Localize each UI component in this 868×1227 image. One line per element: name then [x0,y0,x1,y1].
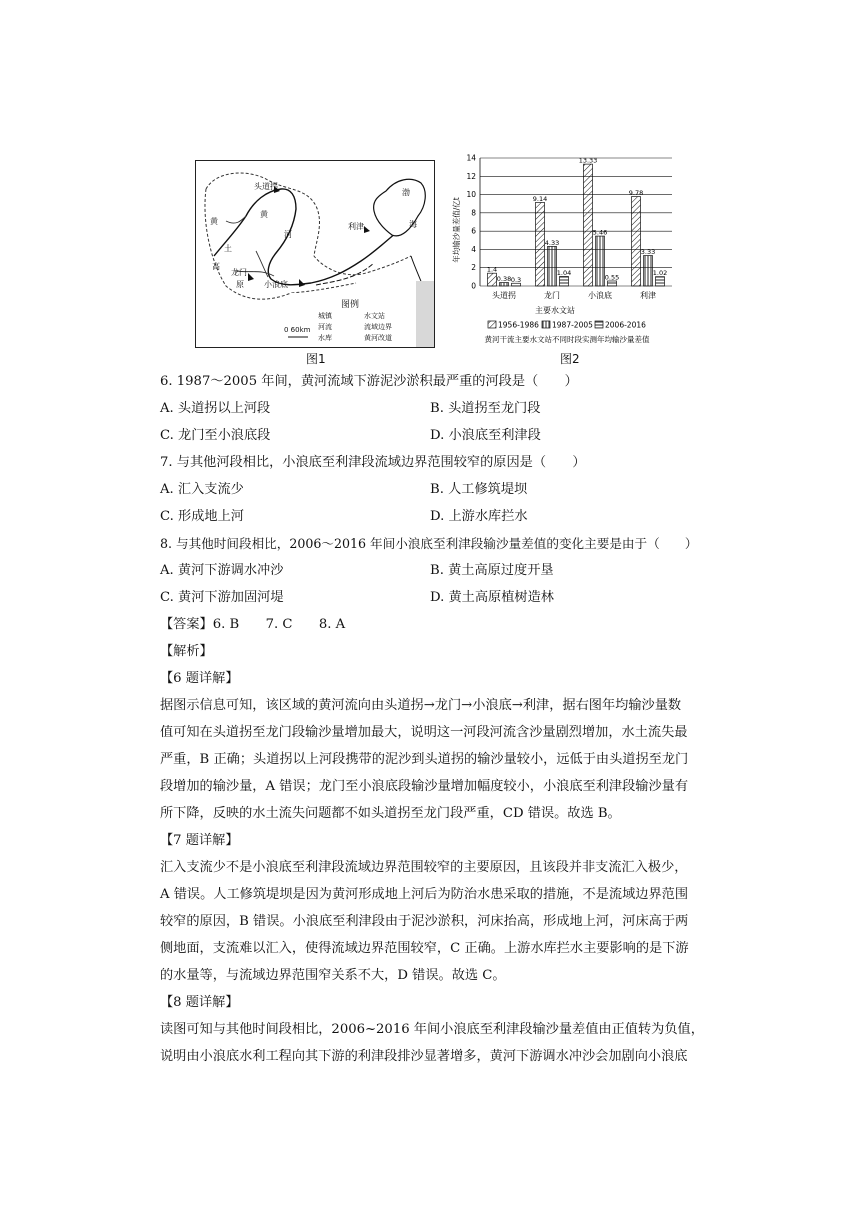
y-tick-label: 14 [466,153,476,163]
y-tick-label: 2 [471,263,476,273]
bar-value-label: 9.14 [532,194,548,203]
detail7-line: 侧地面，支流难以汇入，使得流域边界范围较窄，C 正确。上游水库拦水主要影响的是下游 [160,941,689,956]
q8-options-row-2 [160,584,710,611]
q6-stem: 6. 1987～2005 年间，黄河流域下游泥沙淤积最严重的河段是（ ） [160,374,578,389]
legend-label-2006-2016: 2006-2016 [605,320,646,330]
y-tick-label: 0 [471,281,476,291]
legend-label-1956-1986: 1956-1986 [498,320,539,330]
bar-value-label: 3.33 [640,248,656,257]
map-legend-station: 水文站 [364,312,385,320]
map-scale: 0 60km [284,326,311,334]
detail6-line: 严重，B 正确；头道拐以上河段携带的泥沙到头道拐的输沙量较小，远低于由头道拐至龙门 [160,752,689,767]
detail8-paragraph [160,1016,710,1070]
q8-option-a: A. 黄河下游调水冲沙 [160,563,284,578]
q7-option-d: D. 上游水库拦水 [430,509,528,524]
detail7-line: 较窄的原因，B 错误。小浪底至利津段由于泥沙淤积，河床抬高，形成地上河，河床高于两 [160,914,689,929]
bar-1956-1986 [536,202,545,286]
bar-1956-1986 [632,197,641,286]
y-tick-label: 8 [471,208,476,218]
q6-option-c: C. 龙门至小浪底段 [160,428,271,443]
bar-2006-2016 [608,281,617,286]
map-legend-old-course: 黄河改道 [364,334,392,342]
detail6-line: 值可知在头道拐至龙门段输沙量增加最大，说明这一河段河流含沙量剧烈增加，水土流失最 [160,725,688,740]
detail7-heading: 【7 题详解】 [160,833,239,848]
figure1-map [195,160,435,348]
bar-1987-2005 [596,236,605,286]
map-svg [196,161,434,347]
bar-chart-svg [452,150,677,350]
map-legend-river: 河流 [318,323,332,331]
bar-1956-1986 [488,273,497,286]
y-tick-label: 4 [471,244,476,254]
x-category-label: 龙门 [544,291,560,300]
figure2-chart [452,150,677,350]
legend-swatch-1956-1986 [488,321,496,328]
q7-options-row-2 [160,503,710,530]
bar-value-label: 5.46 [592,228,608,237]
map-legend-boundary: 流域边界 [364,323,392,331]
q8-options-row-1 [160,557,710,584]
bar-2006-2016 [656,277,665,286]
q6-option-d: D. 小浪底至利津段 [430,428,541,443]
legend-label-1987-2005: 1987-2005 [552,320,593,330]
legend-swatch-2006-2016 [595,321,603,328]
bar-1987-2005 [500,283,509,286]
q7-option-b: B. 人工修筑堤坝 [430,482,528,497]
q7-option-c: C. 形成地上河 [160,509,244,524]
detail6-line: 所下降，反映的水土流失问题都不如头道拐至龙门段严重，CD 错误。故选 B。 [160,806,621,821]
map-legend-title: 图例 [341,300,360,310]
bar-value-label: 1.04 [556,268,572,277]
detail6-line: 据图示信息可知，该区域的黄河流向由头道拐→龙门→小浪底→利津，据右图年均输沙量数 [160,698,682,713]
figure1-caption: 图1 [306,352,326,366]
bar-2006-2016 [560,276,569,286]
longmen-station-icon [248,273,254,281]
y-tick-label: 12 [466,171,476,181]
q6-option-b: B. 头道拐至龙门段 [430,401,541,416]
bar-value-label: 1.4 [486,265,498,274]
q6-options-row-1 [160,395,710,422]
detail7-line: A 错误。人工修筑堤坝是因为黄河形成地上河后为防治水患采取的措施，不是流域边界范围 [160,887,689,902]
detail8-line: 读图可知与其他时间段相比，2006~2016 年间小浪底至利津段输沙量差值由正值转为负值， [160,1022,704,1037]
q6-options-row-2 [160,422,710,449]
y-tick-label: 10 [466,190,476,200]
map-label-hai: 海 [409,220,417,229]
x-axis-label: 主要水文站 [535,306,575,315]
bar-value-label: 13.33 [578,156,598,165]
detail6-line: 段增加的输沙量，A 错误；龙门至小浪底段输沙量增加幅度较小，小浪底至利津段输沙量有 [160,779,689,794]
bar-value-label: 0.38 [496,275,512,284]
bar-value-label: 9.78 [628,189,644,198]
legend-swatch-1987-2005 [542,321,550,328]
x-category-label: 利津 [640,291,656,300]
x-category-label: 头道拐 [492,291,516,300]
map-label-river-2: 河 [284,230,292,239]
x-category-label: 小浪底 [588,291,612,300]
detail6-paragraph [160,692,710,827]
bar-1987-2005 [548,246,557,286]
bar-value-label: 4.33 [544,238,560,247]
chart-title: 黄河干流主要水文站不同时段实测年均输沙量差值 [484,335,650,344]
q8-option-d: D. 黄土高原植树造林 [430,590,554,605]
detail7-paragraph [160,854,710,989]
bar-1956-1986 [584,164,593,286]
map-label-yuan: 原 [236,280,244,289]
map-label-bo: 渤 [402,188,410,197]
q8-stem: 8. 与其他时间段相比，2006～2016 年间小浪底至利津段输沙量差值的变化主要是由于（ ） [160,536,698,551]
map-legend-reservoir: 水库 [318,334,332,342]
bar-value-label: 1.02 [652,269,668,278]
detail8-line: 说明由小浪底水利工程向其下游的利津段排沙显著增多，黄河下游调水冲沙会加剧向小浪底 [160,1049,688,1064]
question-block [160,368,710,1070]
map-label-river-1: 黄 [260,210,268,219]
q7-stem: 7. 与其他河段相比，小浪底至利津段流域边界范围较窄的原因是（ ） [160,455,586,470]
q7-option-a: A. 汇入支流少 [160,482,244,497]
bar-1987-2005 [644,256,653,286]
xiaolangdi-station-icon [299,279,305,287]
q8-option-c: C. 黄河下游加固河堤 [160,590,284,605]
y-tick-label: 6 [471,226,476,236]
q7-options-row-1 [160,476,710,503]
q6-option-a: A. 头道拐以上河段 [160,401,271,416]
map-label-gao: 高 [212,262,220,271]
map-label-longmen: 龙门 [231,268,247,277]
map-label-xiaolangdi: 小浪底 [264,280,288,289]
map-label-huang: 黄 [210,217,218,226]
bar-value-label: 0.55 [604,273,620,282]
y-axis-label: 年均输沙量差值/亿t [452,197,461,263]
map-label-toudaoguai: 头道拐 [254,182,278,191]
lijin-station-icon [364,226,370,233]
detail7-line: 汇入支流少不是小浪底至利津段流域边界范围较窄的主要原因，且该段并非支流汇入极少， [160,860,688,875]
figure2-caption: 图2 [560,352,580,366]
bar-value-label: 0.3 [510,275,522,284]
detail6-heading: 【6 题详解】 [160,671,239,686]
map-legend-town: 城镇 [318,312,332,320]
detail7-line: 的水量等，与流域边界范围窄关系不大，D 错误。故选 C。 [160,968,506,983]
q8-option-b: B. 黄土高原过度开垦 [430,563,554,578]
answer-line: 【答案】6. B 7. C 8. A [160,617,346,632]
detail8-heading: 【8 题详解】 [160,995,239,1010]
map-label-tu: 土 [224,244,232,253]
map-label-lijin: 利津 [348,222,364,231]
analysis-label: 【解析】 [160,644,213,659]
